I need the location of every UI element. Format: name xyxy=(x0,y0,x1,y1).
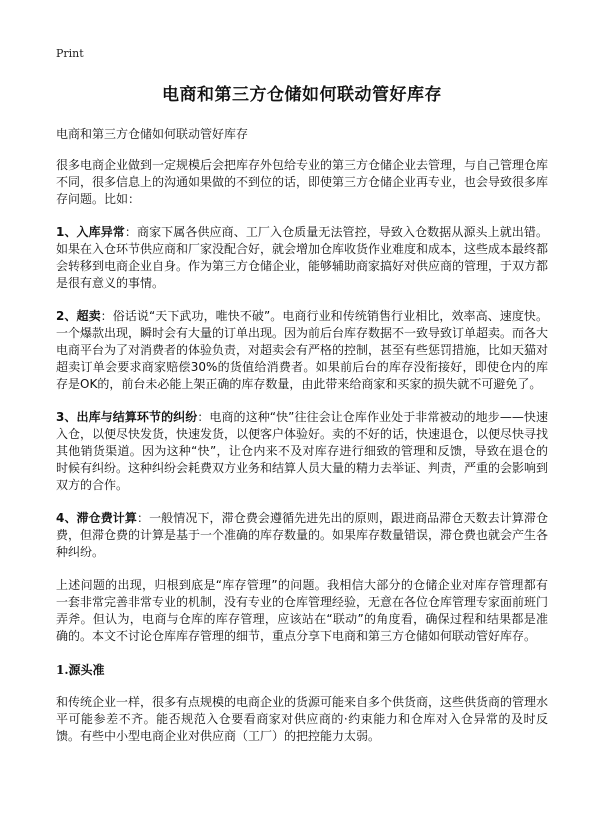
problem-item-inbound xyxy=(56,224,548,292)
problem-text: ：商家下属各供应商、工厂入仓质量无法管控，导致入仓数据从源头上就出错。如果在入仓环节供应商和厂家没配合好，就会增加仓库收货作业难度和成本，这些成本最终都会转移到电商企业自身。作为第三方仓储企业，能够辅助商家搞好对供应商的管理，于双方都是很有意义的事情。 xyxy=(56,225,549,290)
problem-label: 3、出库与结算环节的纠纷 xyxy=(56,410,198,424)
section-heading: 1.源头准 xyxy=(56,663,105,677)
problem-item-oversell xyxy=(56,308,548,393)
problem-label: 2、超卖 xyxy=(56,309,101,323)
problem-text: ：俗话说“天下武功，唯快不破”。电商行业和传统销售行业相比，效率高、速度快。一个爆款出现，瞬时会有大量的订单出现。因为前后台库存数据不一致导致订单超卖。而各大电商平台为了对消费者的体验负责，对超卖会有严格的控制，甚至有些惩罚措施，比如天猫对超卖订单会要求商家赔偿30%的货值给消费者。如果前后台的库存没衔接好，即使仓内的库存是OK的，前台未必能上架正确的库存数量，由此带来给商家和买家的损失就不可避免了。 xyxy=(56,309,549,391)
print-link[interactable]: Print xyxy=(56,47,84,60)
problem-label: 1、入库异常 xyxy=(56,225,125,239)
problem-text: ：一般情况下，滞仓费会遵循先进先出的原则，跟进商品滞仓天数去计算滞仓费，但滞仓费的计算是基于一个准确的库存数量的。如果库存数量错误，滞仓费也就会产生各种纠纷。 xyxy=(56,511,549,559)
summary-paragraph: 上述问题的出现，归根到底是“库存管理”的问题。我相信大部分的仓储企业对库存管理都有一套非常完善非常专业的机制，没有专业的仓库管理经验，无意在各位仓库管理专家面前班门弄斧。但认为，电商与仓库的库存管理，应该站在“联动”的角度看，确保过程和结果都是准确的。本文不讨论仓库库存管理的细节，重点分享下电商和第三方仓储如何联动管好库存。 xyxy=(56,578,549,643)
problem-text: ：电商的这种“快”往往会让仓库作业处于非常被动的地步——快速入仓，以便尽快发货，快速发货，以便客户体验好。卖的不好的话，快速退仓，以便尽快寻找其他销货渠道。因为这种“快”，让仓内来不及对库存进行细致的管理和反馈，导致在退仓的时候有纠纷。这种纠纷会耗费双方业务和结算人员大量的精力去举证、判责，严重的会影响到双方的合作。 xyxy=(56,410,549,492)
page-title: 电商和第三方仓储如何联动管好库存 xyxy=(162,85,442,105)
problem-item-outbound-settlement xyxy=(56,409,548,494)
problem-label: 4、滞仓费计算 xyxy=(56,511,137,525)
problem-item-storage-fee xyxy=(56,510,548,561)
intro-paragraph: 很多电商企业做到一定规模后会把库存外包给专业的第三方仓储企业去管理，与自己管理仓库不同，很多信息上的沟通如果做的不到位的话，即使第三方仓储企业再专业，也会导致很多库存问题。比如： xyxy=(56,158,549,206)
section-paragraph: 和传统企业一样，很多有点规模的电商企业的货源可能来自多个供货商，这些供货商的管理水平可能参差不齐。能否规范入仓要看商家对供应商的·约束能力和仓库对入仓异常的及时反馈。有些中小型电商企业对供应商（工厂）的把控能力太弱。 xyxy=(56,695,549,743)
article-subtitle: 电商和第三方仓储如何联动管好库存 xyxy=(56,127,249,141)
